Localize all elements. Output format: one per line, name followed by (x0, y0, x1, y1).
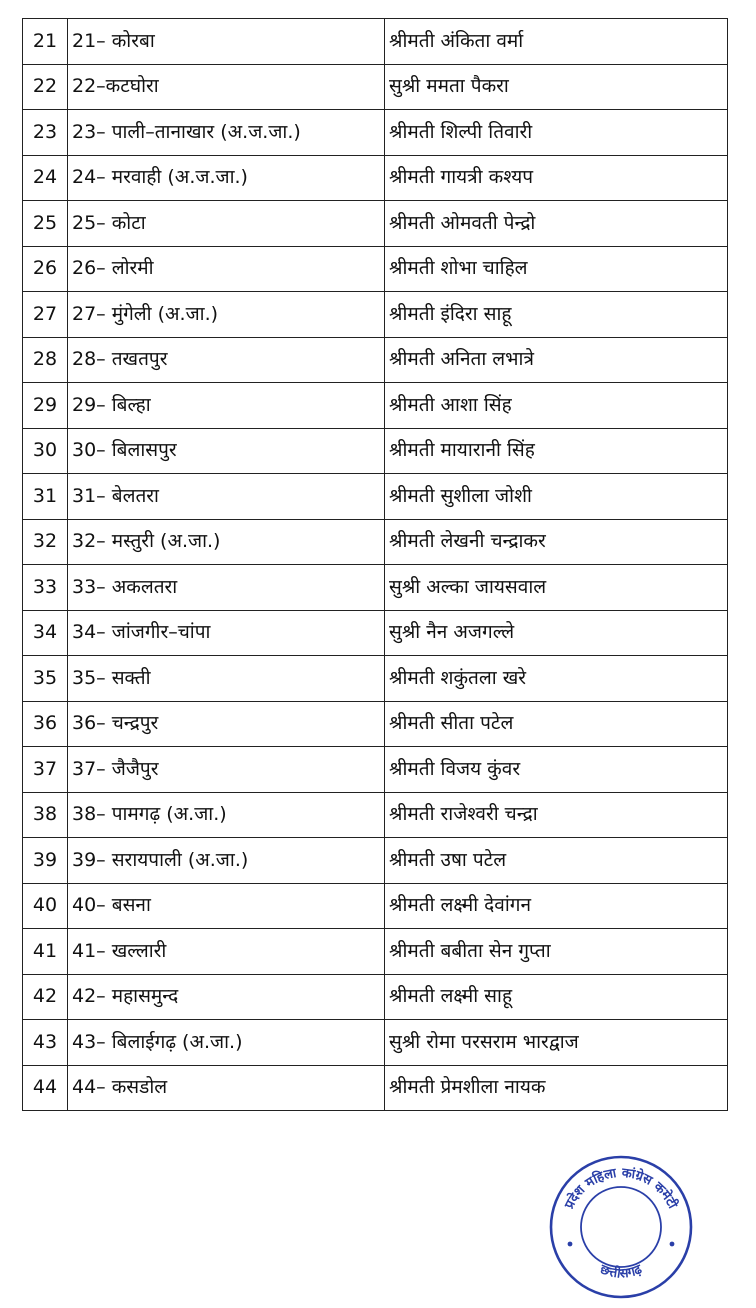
constituency-cell: 27– मुंगेली (अ.जा.) (68, 292, 385, 338)
candidate-name-cell: श्रीमती सीता पटेल (385, 701, 728, 747)
candidate-name-cell: सुश्री नैन अजगल्ले (385, 610, 728, 656)
table-row (23, 701, 728, 747)
serial-number-cell: 31 (23, 474, 68, 520)
candidate-name-cell: सुश्री रोमा परसराम भारद्वाज (385, 1020, 728, 1066)
candidate-name-cell: श्रीमती ओमवती पेन्द्रो (385, 201, 728, 247)
seal-text-top: प्रदेश महिला कांग्रेस कमेटी (562, 1165, 680, 1212)
serial-number-cell: 22 (23, 64, 68, 110)
serial-number-cell: 36 (23, 701, 68, 747)
candidate-name-cell: श्रीमती शोभा चाहिल (385, 246, 728, 292)
constituency-cell: 21– कोरबा (68, 19, 385, 65)
table-row (23, 974, 728, 1020)
table-row (23, 19, 728, 65)
serial-number-cell: 34 (23, 610, 68, 656)
serial-number-cell: 39 (23, 838, 68, 884)
constituency-cell: 32– मस्तुरी (अ.जा.) (68, 519, 385, 565)
constituency-cell: 43– बिलाईगढ़ (अ.जा.) (68, 1020, 385, 1066)
candidate-name-cell: सुश्री ममता पैकरा (385, 64, 728, 110)
table-row (23, 1065, 728, 1111)
constituency-cell: 30– बिलासपुर (68, 428, 385, 474)
constituency-cell: 40– बसना (68, 883, 385, 929)
serial-number-cell: 26 (23, 246, 68, 292)
serial-number-cell: 25 (23, 201, 68, 247)
constituency-cell: 37– जैजैपुर (68, 747, 385, 793)
table-row (23, 383, 728, 429)
serial-number-cell: 44 (23, 1065, 68, 1111)
table-row (23, 201, 728, 247)
candidate-name-cell: श्रीमती राजेश्वरी चन्द्रा (385, 792, 728, 838)
candidate-name-cell: श्रीमती आशा सिंह (385, 383, 728, 429)
table-row (23, 474, 728, 520)
serial-number-cell: 32 (23, 519, 68, 565)
serial-number-cell: 21 (23, 19, 68, 65)
constituency-cell: 35– सक्ती (68, 656, 385, 702)
candidate-name-cell: श्रीमती गायत्री कश्यप (385, 155, 728, 201)
table-row (23, 292, 728, 338)
constituency-cell: 24– मरवाही (अ.ज.जा.) (68, 155, 385, 201)
serial-number-cell: 30 (23, 428, 68, 474)
candidate-name-cell: श्रीमती मायारानी सिंह (385, 428, 728, 474)
candidate-name-cell: श्रीमती प्रेमशीला नायक (385, 1065, 728, 1111)
serial-number-cell: 23 (23, 110, 68, 156)
serial-number-cell: 28 (23, 337, 68, 383)
constituency-cell: 41– खल्लारी (68, 929, 385, 975)
serial-number-cell: 27 (23, 292, 68, 338)
candidate-name-cell: श्रीमती सुशीला जोशी (385, 474, 728, 520)
constituency-cell: 39– सरायपाली (अ.जा.) (68, 838, 385, 884)
seal-dot-left (568, 1242, 573, 1247)
constituency-cell: 28– तखतपुर (68, 337, 385, 383)
seal-text-bottom: छत्तीसगढ़ (597, 1262, 645, 1282)
table-row (23, 155, 728, 201)
table-row (23, 337, 728, 383)
candidate-name-cell: श्रीमती बबीता सेन गुप्ता (385, 929, 728, 975)
serial-number-cell: 35 (23, 656, 68, 702)
table-row (23, 1020, 728, 1066)
serial-number-cell: 41 (23, 929, 68, 975)
serial-number-cell: 42 (23, 974, 68, 1020)
candidate-name-cell: श्रीमती लक्ष्मी साहू (385, 974, 728, 1020)
serial-number-cell: 43 (23, 1020, 68, 1066)
constituency-cell: 42– महासमुन्द (68, 974, 385, 1020)
serial-number-cell: 38 (23, 792, 68, 838)
serial-number-cell: 24 (23, 155, 68, 201)
table-row (23, 64, 728, 110)
serial-number-cell: 40 (23, 883, 68, 929)
table-row (23, 428, 728, 474)
candidate-name-cell: श्रीमती शकुंतला खरे (385, 656, 728, 702)
candidate-name-cell: श्रीमती अनिता लभात्रे (385, 337, 728, 383)
table-row (23, 792, 728, 838)
constituency-cell: 26– लोरमी (68, 246, 385, 292)
constituency-cell: 44– कसडोल (68, 1065, 385, 1111)
constituency-cell: 36– चन्द्रपुर (68, 701, 385, 747)
seal-dot-right (670, 1242, 675, 1247)
candidate-name-cell: श्रीमती इंदिरा साहू (385, 292, 728, 338)
table-row (23, 246, 728, 292)
table-row (23, 838, 728, 884)
constituency-cell: 31– बेलतरा (68, 474, 385, 520)
constituency-cell: 33– अकलतरा (68, 565, 385, 611)
constituency-cell: 38– पामगढ़ (अ.जा.) (68, 792, 385, 838)
candidate-table (22, 18, 728, 1111)
constituency-cell: 29– बिल्हा (68, 383, 385, 429)
candidate-name-cell: श्रीमती लक्ष्मी देवांगन (385, 883, 728, 929)
constituency-cell: 23– पाली–तानाखार (अ.ज.जा.) (68, 110, 385, 156)
table-row (23, 610, 728, 656)
organization-seal-stamp (546, 1152, 696, 1302)
candidate-name-cell: श्रीमती अंकिता वर्मा (385, 19, 728, 65)
candidate-name-cell: सुश्री अल्का जायसवाल (385, 565, 728, 611)
table-row (23, 747, 728, 793)
seal-inner-ring (581, 1187, 661, 1267)
table-row (23, 110, 728, 156)
candidate-name-cell: श्रीमती विजय कुंवर (385, 747, 728, 793)
candidate-name-cell: श्रीमती उषा पटेल (385, 838, 728, 884)
table-row (23, 656, 728, 702)
candidate-name-cell: श्रीमती शिल्पी तिवारी (385, 110, 728, 156)
serial-number-cell: 33 (23, 565, 68, 611)
constituency-cell: 25– कोटा (68, 201, 385, 247)
constituency-cell: 22–कटघोरा (68, 64, 385, 110)
table-row (23, 565, 728, 611)
table-row (23, 519, 728, 565)
candidate-name-cell: श्रीमती लेखनी चन्द्राकर (385, 519, 728, 565)
table-row (23, 929, 728, 975)
serial-number-cell: 37 (23, 747, 68, 793)
table-row (23, 883, 728, 929)
candidate-table-body (23, 19, 728, 1111)
serial-number-cell: 29 (23, 383, 68, 429)
constituency-cell: 34– जांजगीर–चांपा (68, 610, 385, 656)
